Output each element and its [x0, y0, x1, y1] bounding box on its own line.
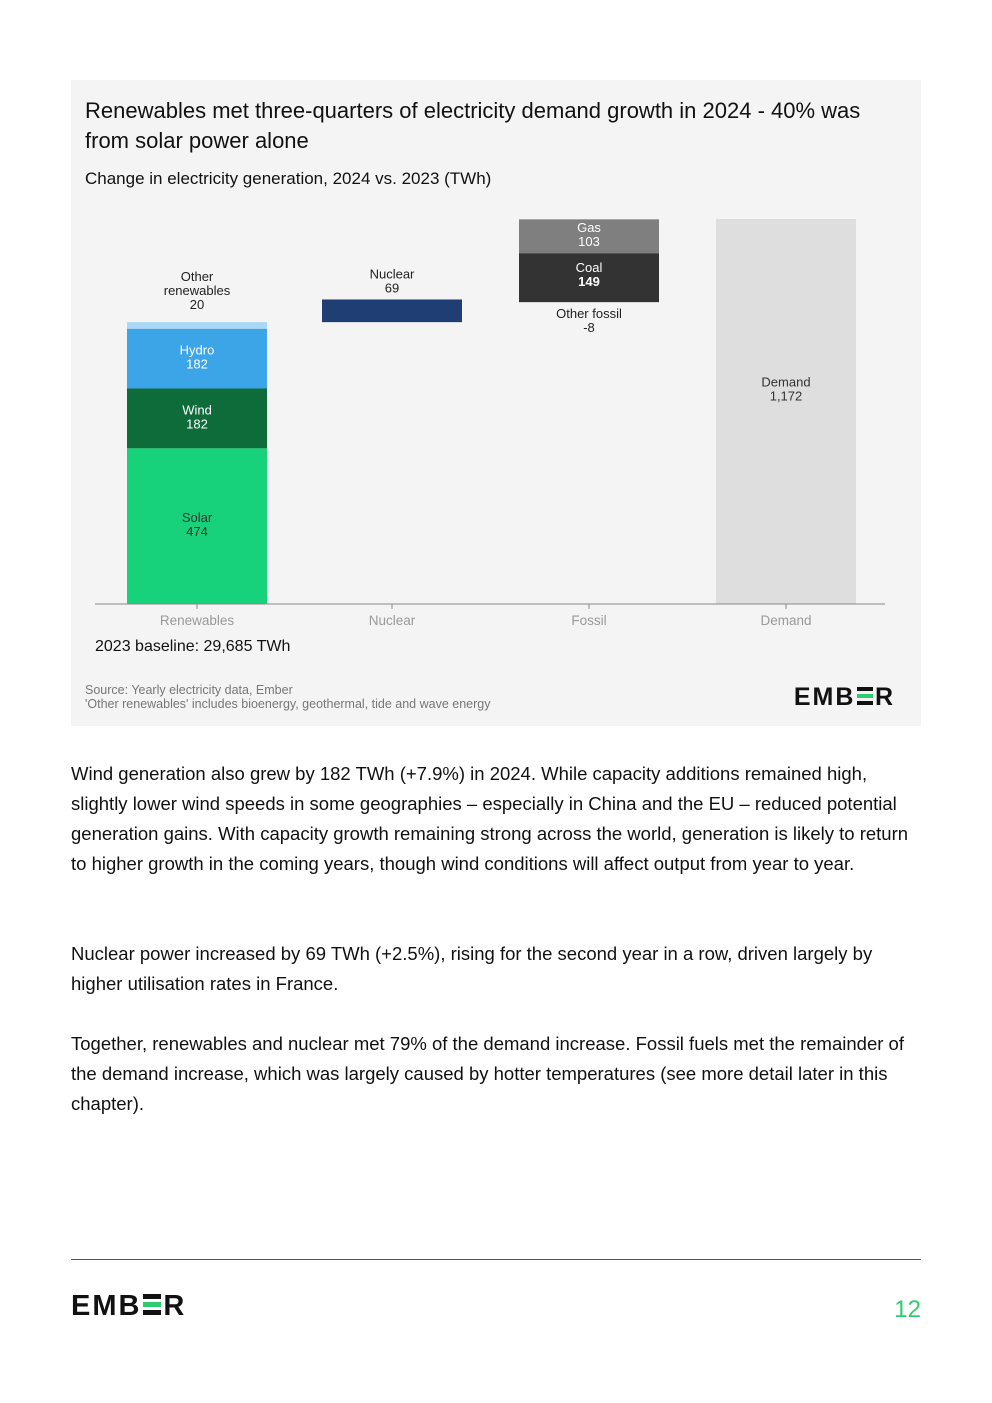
bar-segment-other-renewables — [127, 322, 267, 329]
data-label-coal: Coal 149 — [575, 260, 603, 290]
bar-segment-nuclear — [322, 299, 462, 322]
chart-card — [71, 80, 921, 726]
x-tick-label-demand: Demand — [760, 613, 812, 628]
page-number: 12 — [894, 1296, 921, 1323]
waterfall-chart — [71, 80, 921, 640]
body-paragraph-wind: Wind generation also grew by 182 TWh (+7.9%) in 2024. While capacity additions remained high, slightly lower wind speeds in some geographies – especially in China and the EU – reduced potential generation gains. With capacity growth remaining strong across the world, generation is likely to return to higher growth in the coming years, though wind conditions will affect output from year to year. — [71, 763, 909, 874]
data-label-other-renewables: Other renewables 20 — [163, 269, 231, 313]
x-tick-label-fossil: Fossil — [571, 613, 607, 628]
data-label-wind: Wind 182 — [182, 402, 212, 432]
data-label-other-fossil: Other fossil -8 — [556, 306, 622, 336]
source-line: 'Other renewables' includes bioenergy, geothermal, tide and wave energy — [85, 697, 491, 711]
data-label-hydro: Hydro 182 — [179, 342, 215, 372]
baseline-note: 2023 baseline: 29,685 TWh — [95, 638, 291, 655]
data-label-solar: Solar 474 — [181, 510, 213, 540]
data-label-demand: Demand 1,172 — [761, 374, 811, 404]
x-tick-label-renewables: Renewables — [159, 613, 235, 628]
data-label-gas: Gas 103 — [577, 220, 601, 250]
body-paragraph-nuclear: Nuclear power increased by 69 TWh (+2.5%), rising for the second year in a row, driven largely by higher utilisation rates in France. — [71, 943, 873, 994]
body-paragraph-summary: Together, renewables and nuclear met 79% of the demand increase. Fossil fuels met the remainder of the demand increase, which was largely caused by hotter temperatures (see more detail later in this chapter). — [71, 1033, 904, 1114]
chart-title: Renewables met three-quarters of electricity demand growth in 2024 - 40% was from solar power alone — [85, 98, 861, 153]
bar-segment-demand — [716, 219, 856, 604]
x-tick-label-nuclear: Nuclear — [368, 613, 416, 628]
source-line: Source: Yearly electricity data, Ember — [85, 683, 293, 697]
data-label-nuclear: Nuclear 69 — [369, 266, 415, 296]
ember-logo: EMB R — [793, 683, 895, 711]
ember-footer-logo: EMB R — [71, 1290, 187, 1322]
chart-source — [85, 683, 490, 711]
footer-rule — [71, 1259, 921, 1260]
chart-subtitle: Change in electricity generation, 2024 vs. 2023 (TWh) — [85, 169, 492, 188]
